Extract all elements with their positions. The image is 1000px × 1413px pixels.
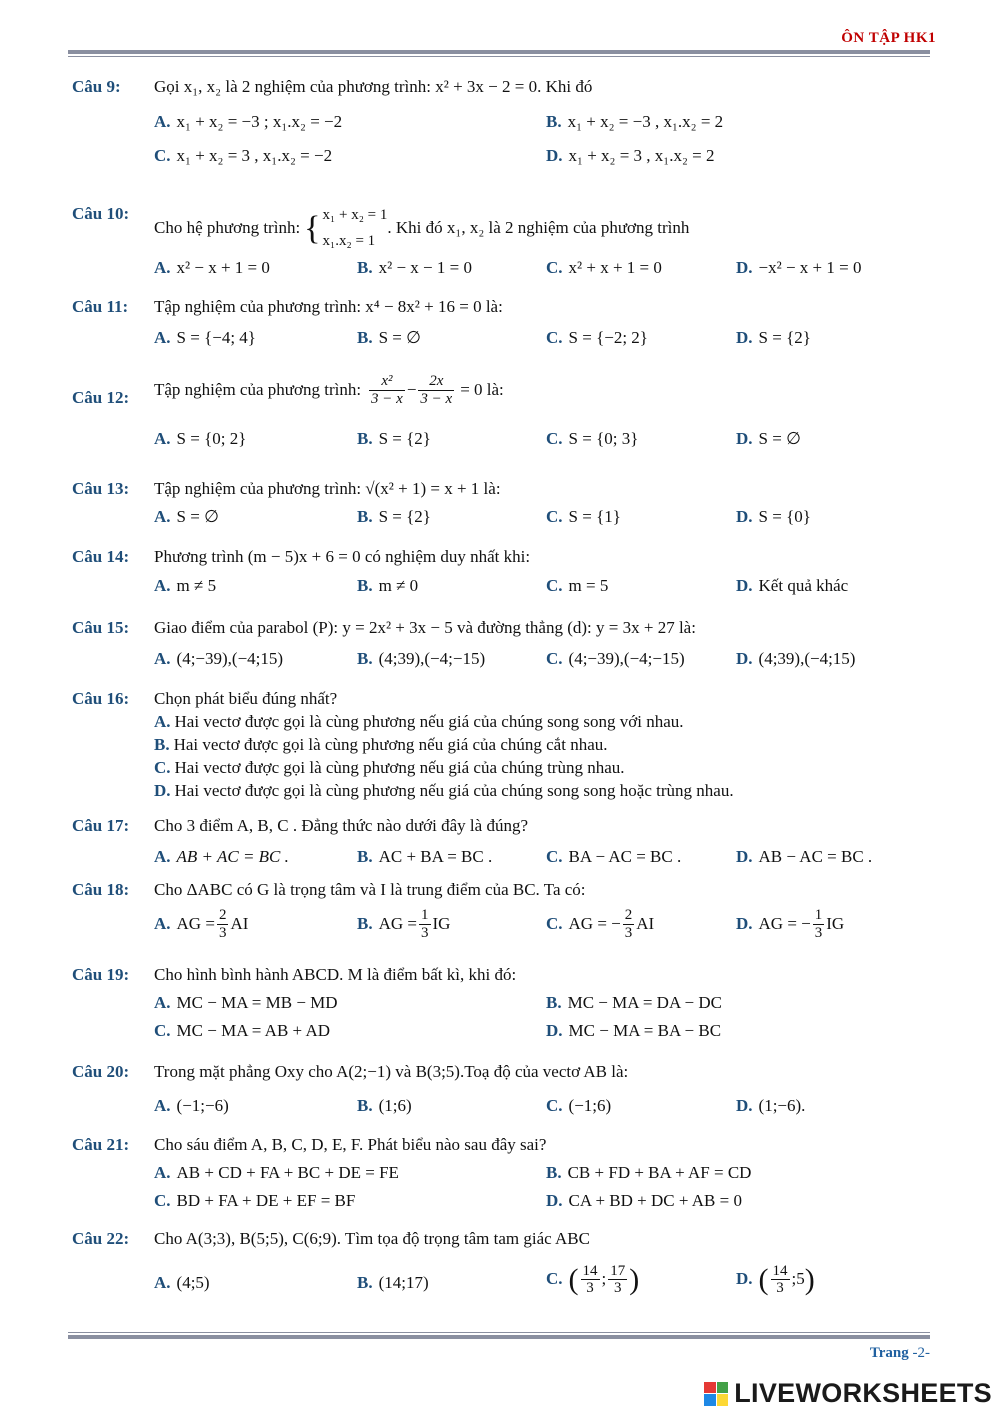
question-text: Gọi x₁, x₂ là 2 nghiệm của phương trình: x² + 3x − 2 = 0. Khi đó: [154, 77, 593, 96]
question-text: Cho hình bình hành ABCD. M là điểm bất kì, khi đó:: [154, 965, 517, 984]
option-d[interactable]: D. MC − MA = BA − BC: [546, 1021, 722, 1040]
question-text: Cho sáu điểm A, B, C, D, E, F. Phát biểu nào sau đây sai?: [154, 1135, 547, 1154]
option-a[interactable]: A. (4;5): [154, 1273, 210, 1292]
fraction-2: $\frac{2x}{3 - x}$: [420, 373, 453, 407]
footer-rule-thin: [68, 1332, 930, 1333]
option-d[interactable]: D. S = {2}: [736, 328, 811, 347]
option-a[interactable]: A. (−1;−6): [154, 1096, 229, 1115]
option-d[interactable]: D. Hai vectơ được gọi là cùng phương nếu giá của chúng song song hoặc trùng nhau.: [154, 781, 734, 800]
option-b[interactable]: B. AG = $\frac{1}{3}$ IG: [357, 907, 451, 941]
option-d[interactable]: D. ( $\frac{14}{3}$ ; 5 ): [736, 1262, 815, 1296]
question-label: Câu 16:: [72, 689, 130, 708]
question-text: Tập nghiệm của phương trình: x⁴ − 8x² + 16 = 0 là:: [154, 297, 503, 316]
option-b[interactable]: B. AC + BA = BC .: [357, 847, 493, 866]
option-d[interactable]: D. (1;−6).: [736, 1096, 806, 1115]
option-c[interactable]: C. m = 5: [546, 576, 609, 595]
question-label: Câu 15:: [72, 618, 130, 637]
option-b[interactable]: B. (1;6): [357, 1096, 412, 1115]
option-d[interactable]: D. Kết quả khác: [736, 576, 849, 595]
question-text: Giao điểm của parabol (P): y = 2x² + 3x − 5 và đường thẳng (d): y = 3x + 27 là:: [154, 618, 696, 637]
system-eq-1: x₁ + x₂ = 1: [322, 207, 388, 223]
footer-rule: [68, 1335, 930, 1339]
brand-text: LIVEWORKSHEETS: [734, 1378, 992, 1408]
question-text: Chọn phát biểu đúng nhất?: [154, 689, 338, 708]
option-a[interactable]: A. S = ∅: [154, 507, 219, 526]
question-label: Câu 22:: [72, 1229, 130, 1248]
option-c[interactable]: C. MC − MA = AB + AD: [154, 1021, 330, 1040]
liveworksheets-logo: [704, 1378, 992, 1409]
option-a[interactable]: A. AB + CD + FA + BC + DE = FE: [154, 1163, 399, 1182]
option-c[interactable]: C. BA − AC = BC .: [546, 847, 682, 866]
question-text: Tập nghiệm của phương trình: √(x² + 1) = x + 1 là:: [154, 479, 501, 498]
question-label: Câu 21:: [72, 1135, 130, 1154]
option-b[interactable]: B. Hai vectơ được gọi là cùng phương nếu giá của chúng cắt nhau.: [154, 735, 608, 754]
question-label: Câu 17:: [72, 816, 130, 835]
option-b[interactable]: B. x₁ + x₂ = −3 , x₁.x₂ = 2: [546, 112, 724, 131]
option-a[interactable]: A. S = {−4; 4}: [154, 328, 256, 347]
question-label: Câu 18:: [72, 880, 130, 899]
liveworksheets-logo-icon: [704, 1382, 728, 1406]
page-number: Trang -2-: [869, 1345, 930, 1361]
option-d[interactable]: D. S = ∅: [736, 429, 801, 448]
option-d[interactable]: D. x₁ + x₂ = 3 , x₁.x₂ = 2: [546, 146, 715, 165]
question-label: Câu 20:: [72, 1062, 130, 1081]
option-b[interactable]: B. MC − MA = DA − DC: [546, 993, 722, 1012]
question-text: Cho hệ phương trình: { x₁ + x₂ = 1 x₁.x₂ = 1 . Khi đó x₁, x₂ là 2 nghiệm của phương trình: [154, 203, 689, 254]
question-text: Cho A(3;3), B(5;5), C(6;9). Tìm tọa độ trọng tâm tam giác ABC: [154, 1229, 590, 1248]
option-c[interactable]: C. ( $\frac{14}{3}$ ; $\frac{17}{3}$ ): [546, 1262, 640, 1296]
option-a[interactable]: A. x₁ + x₂ = −3 ; x₁.x₂ = −2: [154, 112, 343, 131]
question-label: Câu 10:: [72, 204, 130, 223]
question-text: Cho 3 điểm A, B, C . Đẳng thức nào dưới đây là đúng?: [154, 816, 528, 835]
header-rule-thin: [68, 56, 930, 57]
option-b[interactable]: B. S = {2}: [357, 507, 431, 526]
option-c[interactable]: C. S = {−2; 2}: [546, 328, 648, 347]
option-b[interactable]: B. S = ∅: [357, 328, 421, 347]
question-text: Phương trình (m − 5)x + 6 = 0 có nghiệm duy nhất khi:: [154, 547, 531, 566]
option-a[interactable]: A. Hai vectơ được gọi là cùng phương nếu giá của chúng song song với nhau.: [154, 712, 684, 731]
option-b[interactable]: B. S = {2}: [357, 429, 431, 448]
option-b[interactable]: B. m ≠ 0: [357, 576, 419, 595]
question-label: Câu 9:: [72, 77, 121, 96]
option-c[interactable]: C. (4;−39),(−4;−15): [546, 649, 685, 668]
option-d[interactable]: D. AB − AC = BC .: [736, 847, 873, 866]
option-d[interactable]: D. AG = − $\frac{1}{3}$ IG: [736, 907, 845, 941]
question-text: Trong mặt phẳng Oxy cho A(2;−1) và B(3;5).Toạ độ của vectơ AB là:: [154, 1062, 629, 1081]
option-a[interactable]: A. MC − MA = MB − MD: [154, 993, 338, 1012]
page-header-title: ÔN TẬP HK1: [841, 30, 936, 46]
option-a[interactable]: A. (4;−39),(−4;15): [154, 649, 284, 668]
question-label: Câu 13:: [72, 479, 130, 498]
option-d[interactable]: D. (4;39),(−4;15): [736, 649, 856, 668]
option-b[interactable]: B. (14;17): [357, 1273, 429, 1292]
option-b[interactable]: B. CB + FD + BA + AF = CD: [546, 1163, 752, 1182]
question-label: Câu 19:: [72, 965, 130, 984]
header-rule: [68, 50, 930, 54]
option-d[interactable]: D. −x² − x + 1 = 0: [736, 258, 862, 277]
question-text: Tập nghiệm của phương trình: $\frac{\text{x²}}{3 - x}$ − $\frac{2x}{3 - x}$ = 0 là:: [154, 373, 504, 407]
option-c[interactable]: C. Hai vectơ được gọi là cùng phương nếu giá của chúng trùng nhau.: [154, 758, 625, 777]
question-label: Câu 12:: [72, 388, 130, 407]
option-b[interactable]: B. x² − x − 1 = 0: [357, 258, 472, 277]
option-b[interactable]: B. (4;39),(−4;−15): [357, 649, 486, 668]
option-c[interactable]: C. (−1;6): [546, 1096, 612, 1115]
option-a[interactable]: A. x² − x + 1 = 0: [154, 258, 270, 277]
option-c[interactable]: C. BD + FA + DE + EF = BF: [154, 1191, 356, 1210]
option-c[interactable]: C. x₁ + x₂ = 3 , x₁.x₂ = −2: [154, 146, 333, 165]
option-a[interactable]: A. AG = $\frac{2}{3}$ AI: [154, 907, 249, 941]
option-d[interactable]: D. S = {0}: [736, 507, 811, 526]
fraction-1: $\frac{\text{x²}}{3 - x}$: [371, 373, 403, 407]
option-d[interactable]: D. CA + BD + DC + AB = 0: [546, 1191, 742, 1210]
option-c[interactable]: C. AG = − $\frac{2}{3}$ AI: [546, 907, 655, 941]
system-eq-2: x₁.x₂ = 1: [322, 232, 376, 249]
option-a[interactable]: A. AB + AC = BC .: [154, 847, 289, 866]
option-c[interactable]: C. x² + x + 1 = 0: [546, 258, 662, 277]
option-a[interactable]: A. S = {0; 2}: [154, 429, 247, 448]
option-a[interactable]: A. m ≠ 5: [154, 576, 217, 595]
question-label: Câu 14:: [72, 547, 130, 566]
question-label: Câu 11:: [72, 297, 129, 316]
question-text: Cho ΔABC có G là trọng tâm và I là trung điểm của BC. Ta có:: [154, 880, 586, 899]
option-c[interactable]: C. S = {0; 3}: [546, 429, 639, 448]
option-c[interactable]: C. S = {1}: [546, 507, 621, 526]
